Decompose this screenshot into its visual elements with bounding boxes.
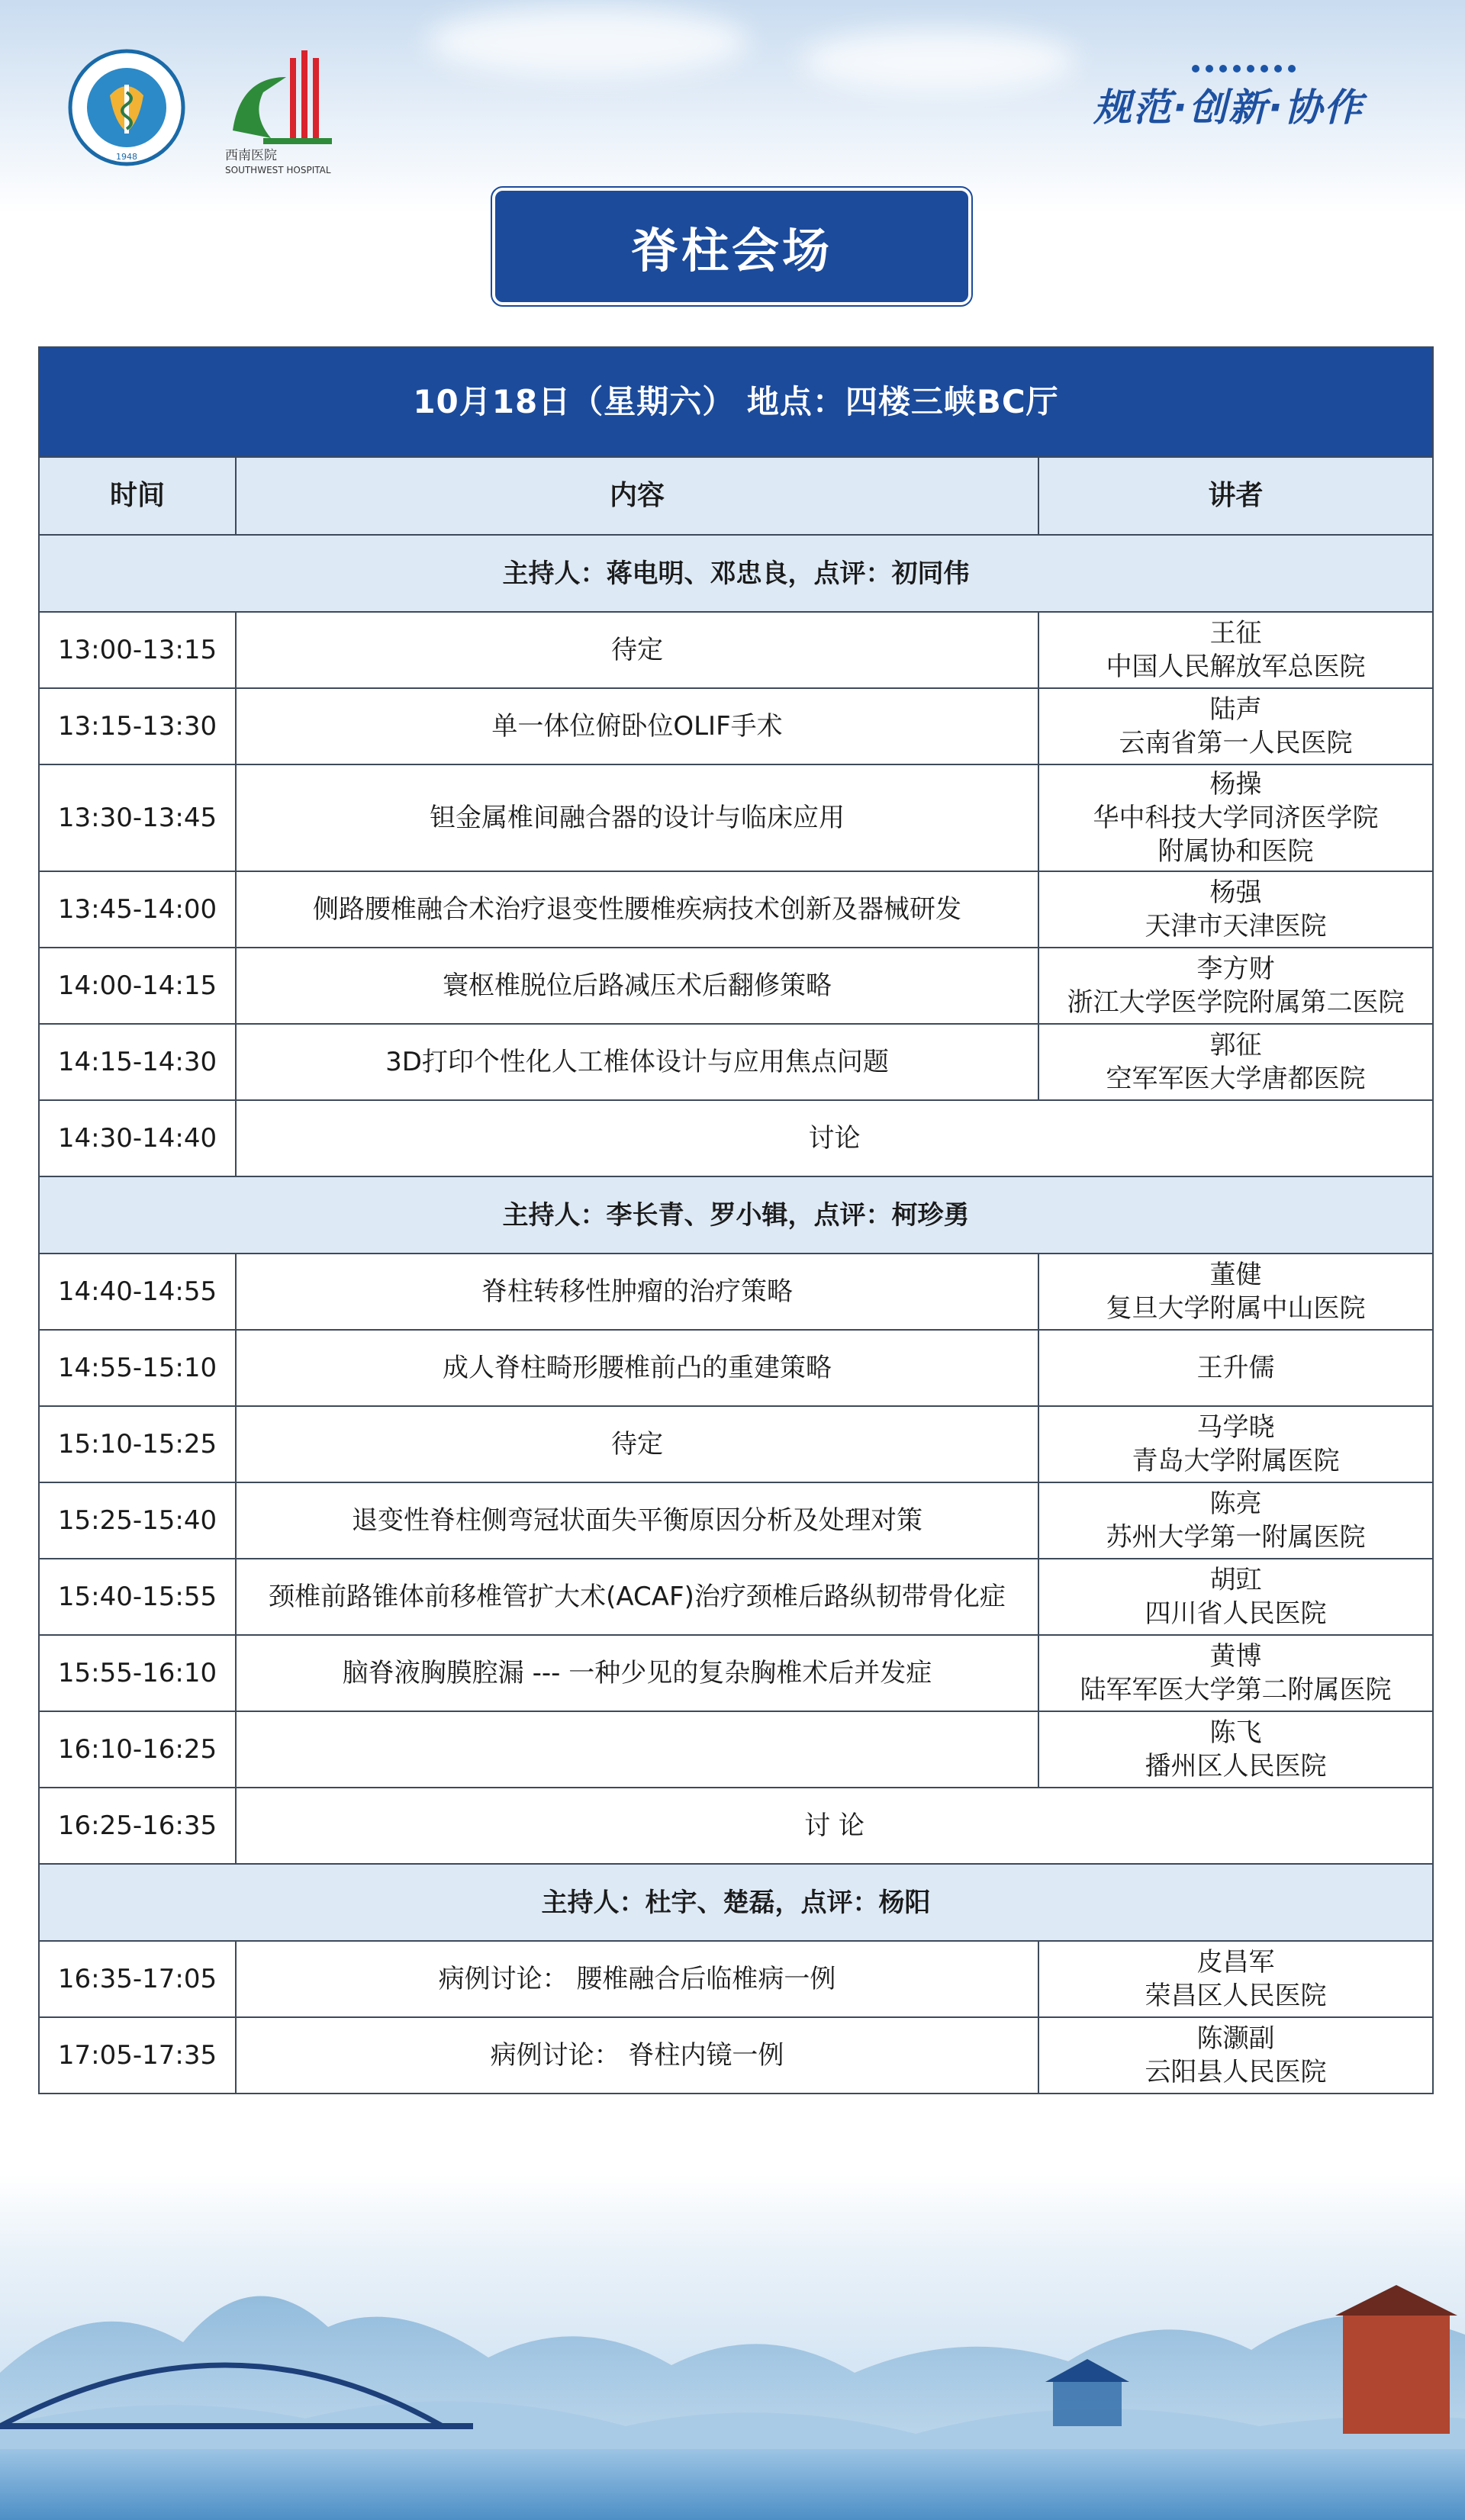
content-cell: 侧路腰椎融合术治疗退变性腰椎疾病技术创新及器械研发 [236,871,1038,948]
time-cell: 15:55-16:10 [39,1635,236,1711]
logo-year: 1948 [116,152,137,162]
speaker-cell [1038,871,1433,948]
speaker-name: 陆声 [1209,694,1262,725]
content-cell: 待定 [236,612,1038,688]
hospital-logo-cn: 西南医院 [225,148,277,163]
time-cell: 13:30-13:45 [39,764,236,871]
speaker-name: 马学晓 [1196,1412,1275,1443]
time-cell: 17:05-17:35 [39,2017,236,2094]
southwest-hospital-logo [217,47,370,176]
table-row [39,1254,1433,1330]
river [0,2449,1465,2520]
speaker-affiliation: 浙江大学医学院附属第二医院 [1067,987,1405,1018]
speaker-cell [1038,612,1433,688]
speaker-cell [1038,1024,1433,1100]
speaker-affiliation: 播州区人民医院 [1145,1751,1327,1781]
table-row [39,764,1433,871]
speaker-cell [1038,1254,1433,1330]
time-cell: 16:10-16:25 [39,1711,236,1788]
table-row [39,1711,1433,1788]
speaker-affiliation: 荣昌区人民医院 [1145,1981,1327,2011]
venue-title: 脊柱会场 [492,188,971,305]
chair-row [39,1176,1433,1254]
speaker-cell [1038,688,1433,764]
table-row [39,1406,1433,1482]
bridge-deck [0,2423,473,2429]
speaker-name: 陈灏副 [1196,2023,1275,2054]
tower-roof [1335,2285,1457,2316]
column-header-speaker: 讲者 [1038,457,1433,535]
speaker-name: 董健 [1209,1260,1262,1290]
time-cell: 15:40-15:55 [39,1559,236,1635]
speaker-cell [1038,1330,1433,1406]
speaker-cell [1038,1711,1433,1788]
speaker-affiliation: 华中科技大学同济医学院 [1093,803,1379,833]
table-row [39,1941,1433,2017]
table-row [39,1482,1433,1559]
speaker-name: 王征 [1209,618,1262,649]
speaker-name: 陈飞 [1209,1717,1262,1748]
chair-text: 主持人：李长青、罗小辑，点评：柯珍勇 [39,1176,1433,1254]
cloud-decoration [427,8,748,76]
speaker-name: 杨强 [1209,877,1262,908]
content-cell: 待定 [236,1406,1038,1482]
logo-group [61,42,366,179]
speaker-cell [1038,764,1433,871]
speaker-affiliation: 云南省第一人民医院 [1119,728,1353,758]
content-cell: 单一体位俯卧位OLIF手术 [236,688,1038,764]
time-cell: 15:25-15:40 [39,1482,236,1559]
speaker-name: 王升儒 [1196,1353,1275,1383]
time-cell: 14:30-14:40 [39,1100,236,1176]
content-cell [236,1711,1038,1788]
table-row [39,2017,1433,2094]
hospital-logo-en: SOUTHWEST HOSPITAL [225,165,331,175]
discussion-cell: 讨 论 [236,1788,1433,1864]
table-row [39,1024,1433,1100]
discussion-cell: 讨论 [236,1100,1433,1176]
table-row [39,1330,1433,1406]
speaker-affiliation: 云阳县人民医院 [1145,2057,1327,2087]
table-row [39,948,1433,1024]
speaker-name: 皮昌军 [1196,1947,1275,1978]
slogan [1053,65,1404,156]
pavilion [1053,2380,1122,2426]
speaker-name: 杨操 [1209,769,1262,800]
content-cell: 病例讨论： 脊柱内镜一例 [236,2017,1038,2094]
column-header-time: 时间 [39,457,236,535]
speaker-name: 黄博 [1209,1641,1262,1672]
table-row [39,1100,1433,1176]
speaker-affiliation: 空军军医大学唐都医院 [1106,1064,1366,1094]
speaker-cell [1038,1559,1433,1635]
time-cell: 14:00-14:15 [39,948,236,1024]
chair-text: 主持人：蒋电明、邓忠良，点评：初同伟 [39,535,1433,612]
date-location-text: 10月18日（星期六） 地点：四楼三峡BC厅 [39,347,1433,457]
table-header-row [39,457,1433,535]
time-cell: 13:45-14:00 [39,871,236,948]
speaker-cell [1038,1635,1433,1711]
cloud-decoration [801,31,1076,92]
speaker-cell [1038,948,1433,1024]
speaker-affiliation: 中国人民解放军总医院 [1106,652,1366,682]
time-cell: 16:25-16:35 [39,1788,236,1864]
table-row [39,871,1433,948]
speaker-name: 胡豇 [1209,1565,1262,1595]
content-cell: 病例讨论： 腰椎融合后临椎病一例 [236,1941,1038,2017]
speaker-cell [1038,1941,1433,2017]
content-cell: 脊柱转移性肿瘤的治疗策略 [236,1254,1038,1330]
table-row [39,1788,1433,1864]
time-cell: 13:00-13:15 [39,612,236,688]
slogan-text: 规范·创新·协作 [1093,85,1364,130]
speaker-name: 陈亮 [1209,1489,1262,1519]
speaker-affiliation: 青岛大学附属医院 [1132,1446,1340,1476]
speaker-cell [1038,1482,1433,1559]
content-cell: 成人脊柱畸形腰椎前凸的重建策略 [236,1330,1038,1406]
time-cell: 14:55-15:10 [39,1330,236,1406]
content-cell: 钽金属椎间融合器的设计与临床应用 [236,764,1038,871]
table-row [39,612,1433,688]
time-cell: 14:40-14:55 [39,1254,236,1330]
speaker-cell [1038,1406,1433,1482]
speaker-affiliation: 苏州大学第一附属医院 [1106,1522,1366,1553]
time-cell: 15:10-15:25 [39,1406,236,1482]
table-row [39,1635,1433,1711]
chair-row [39,535,1433,612]
speaker-cell [1038,2017,1433,2094]
time-cell: 13:15-13:30 [39,688,236,764]
content-cell: 寰枢椎脱位后路减压术后翻修策略 [236,948,1038,1024]
column-header-content: 内容 [236,457,1038,535]
time-cell: 14:15-14:30 [39,1024,236,1100]
content-cell: 退变性脊柱侧弯冠状面失平衡原因分析及处理对策 [236,1482,1038,1559]
content-cell: 3D打印个性化人工椎体设计与应用焦点问题 [236,1024,1038,1100]
tower-building [1343,2312,1450,2434]
speaker-affiliation: 天津市天津医院 [1145,911,1327,941]
slogan-dots [1083,65,1404,72]
table-row [39,1559,1433,1635]
content-cell: 颈椎前路锥体前移椎管扩大术(ACAF)治疗颈椎后路纵韧带骨化症 [236,1559,1038,1635]
speaker-name: 李方财 [1196,954,1275,984]
time-cell: 16:35-17:05 [39,1941,236,2017]
chongqing-medical-association-logo [66,47,188,169]
chair-row [39,1864,1433,1941]
speaker-name: 郭征 [1209,1030,1262,1060]
footer-scenery [0,2197,1465,2520]
date-location-row [39,347,1433,457]
chair-text: 主持人：杜宇、楚磊，点评：杨阳 [39,1864,1433,1941]
speaker-affiliation: 复旦大学附属中山医院 [1106,1293,1366,1324]
speaker-affiliation: 陆军军医大学第二附属医院 [1080,1675,1392,1705]
speaker-affiliation: 四川省人民医院 [1145,1598,1327,1629]
content-cell: 脑脊液胸膜腔漏 --- 一种少见的复杂胸椎术后并发症 [236,1635,1038,1711]
speaker-affiliation: 附属协和医院 [1158,836,1314,867]
table-row [39,688,1433,764]
schedule-table [38,346,1434,2094]
